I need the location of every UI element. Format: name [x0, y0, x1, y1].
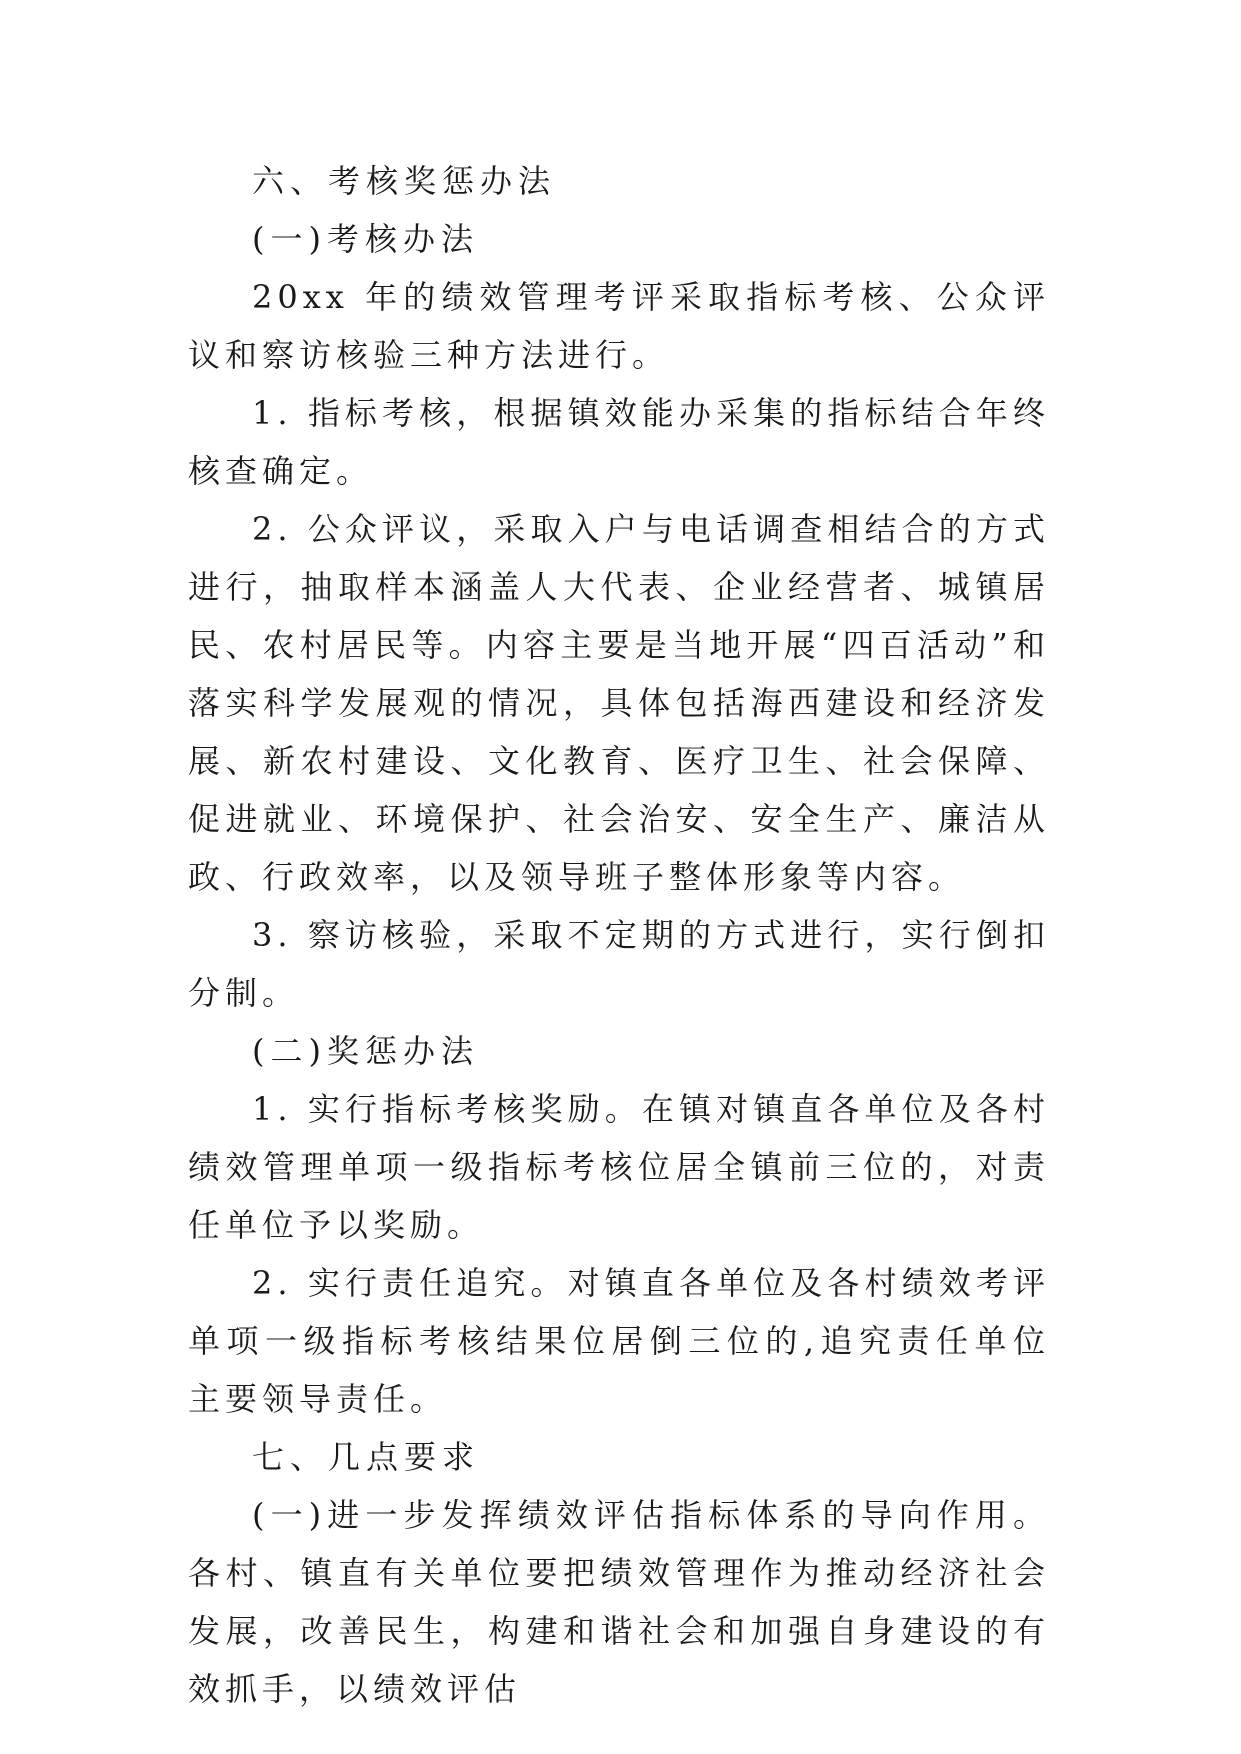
subheading-assessment-method: (一)考核办法	[252, 220, 479, 258]
section-heading-assessment-rewards: 六、考核奖惩办法	[252, 162, 557, 200]
document-body	[188, 152, 1050, 1718]
subheading-rewards-penalties: (二)奖惩办法	[252, 1032, 479, 1070]
paragraph-public-review: 2. 公众评议，采取入户与电话调查相结合的方式进行，抽取样本涵盖人大代表、企业经营者、城镇居民、农村居民等。内容主要是当地开展“四百活动”和落实科学发展观的情况，具体包括海西建设和经济发展、新农村建设、文化教育、医疗卫生、社会保障、促进就业、环境保护、社会治安、安全生产、廉洁从政、行政效率，以及领导班子整体形象等内容。	[188, 510, 1050, 896]
paragraph-assessment-overview: 20xx 年的绩效管理考评采取指标考核、公众评议和察访核验三种方法进行。	[188, 278, 1050, 374]
paragraph-accountability: 2. 实行责任追究。对镇直各单位及各村绩效考评单项一级指标考核结果位居倒三位的,追究责任单位主要领导责任。	[188, 1264, 1050, 1418]
paragraph-inspection-verification: 3. 察访核验，采取不定期的方式进行，实行倒扣分制。	[188, 916, 1050, 1012]
paragraph-indicator-assessment: 1. 指标考核，根据镇效能办采集的指标结合年终核查确定。	[188, 394, 1050, 490]
section-heading-requirements: 七、几点要求	[252, 1438, 481, 1476]
paragraph-requirement-1: (一)进一步发挥绩效评估指标体系的导向作用。各村、镇直有关单位要把绩效管理作为推动经济社会发展，改善民生，构建和谐社会和加强自身建设的有效抓手，以绩效评估	[188, 1496, 1050, 1708]
paragraph-reward: 1. 实行指标考核奖励。在镇对镇直各单位及各村绩效管理单项一级指标考核位居全镇前三位的，对责任单位予以奖励。	[188, 1090, 1050, 1244]
